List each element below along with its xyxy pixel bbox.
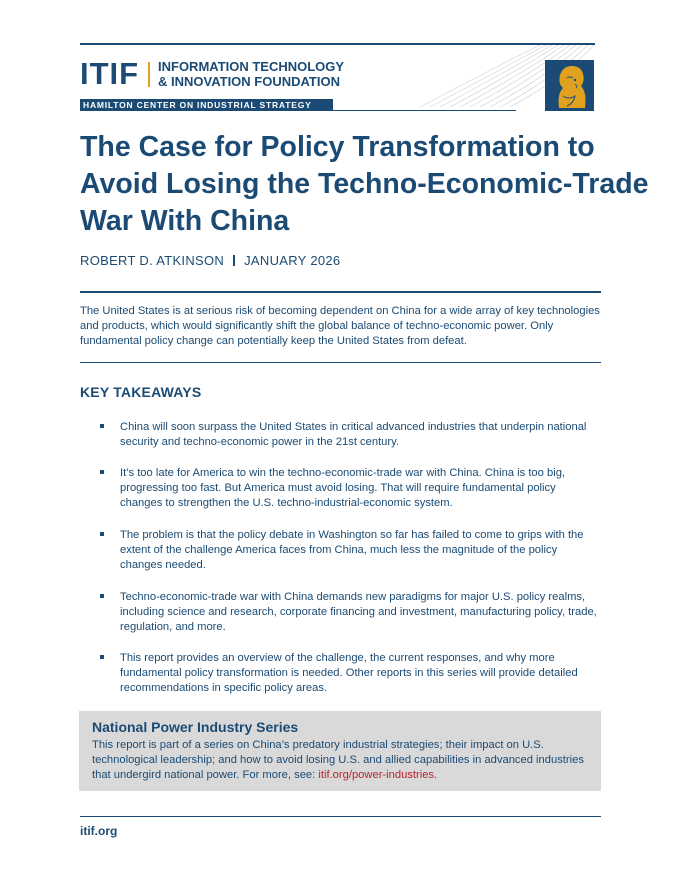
list-item: [100, 651, 600, 697]
center-banner: HAMILTON CENTER ON INDUSTRIAL STRATEGY: [80, 99, 333, 111]
footer-site-link[interactable]: itif.org: [80, 824, 118, 838]
takeaway-text: It’s too late for America to win the techno-economic-trade war with China. China is too big, progressing too fast. But America must avoid losing. That will require fundamental policy changes to strengthen the U.S. techno-industrial-economic system.: [120, 467, 566, 510]
org-name-line1: INFORMATION TECHNOLOGY: [158, 59, 345, 74]
series-title: National Power Industry Series: [92, 719, 299, 735]
abstract-bottom-rule: [80, 362, 601, 363]
title-line: Avoid Losing the Techno-Economic-Trade: [80, 168, 649, 200]
byline-separator: [233, 255, 235, 266]
banner-rule: [333, 110, 516, 111]
abstract-top-rule: [80, 291, 601, 293]
bullet-icon: [100, 470, 104, 474]
list-item: [100, 528, 600, 574]
list-item: [100, 590, 600, 636]
takeaway-text: China will soon surpass the United States in critical advanced industries that underpin national security and techno-economic power in the 21st century.: [120, 421, 587, 449]
takeaway-text: The problem is that the policy debate in Washington so far has failed to come to grips with the extent of the challenge America faces from China, much less the magnitude of the policy changes needed.: [120, 529, 584, 572]
logo-letters: ITIF: [80, 56, 140, 91]
list-item: [100, 420, 600, 450]
title-line: War With China: [80, 205, 290, 237]
abstract-text: The United States is at serious risk of becoming dependent on China for a wide array of key technologies and products, which would significantly shift the global balance of techno-economic power. Only fundamental policy change can potentially keep the United States from defeat.: [80, 305, 600, 348]
bullet-icon: [100, 655, 104, 659]
logo-divider: [148, 62, 150, 87]
takeaway-text: This report provides an overview of the challenge, the current responses, and why more fundamental policy transformation is needed. Other reports in this series will provide detailed recommendations in specific policy areas.: [120, 652, 578, 695]
report-title: [80, 129, 649, 240]
takeaway-text: Techno-economic-trade war with China demands new paradigms for major U.S. policy realms, including science and research, corporate financing and investment, manufacturing policy, trade, regulation, and more.: [120, 591, 597, 634]
list-item: [100, 466, 600, 512]
byline: [80, 253, 340, 268]
series-text: This report is part of a series on China’s predatory industrial strategies; their impact on U.S. technological leadership; and how to avoid losing U.S. and allied capabilities in advanced industries that undergird national power. For more, see:: [92, 739, 584, 781]
bullet-icon: [100, 594, 104, 598]
footer-rule: [80, 816, 601, 817]
series-description: [92, 738, 592, 783]
bullet-icon: [100, 424, 104, 428]
hamilton-portrait-icon: [545, 60, 594, 111]
title-line: The Case for Policy Transformation to: [80, 131, 595, 163]
series-callout: [79, 711, 601, 791]
bullet-icon: [100, 532, 104, 536]
author-name: ROBERT D. ATKINSON: [80, 253, 225, 268]
org-name-line2: & INNOVATION FOUNDATION: [158, 74, 340, 89]
series-link[interactable]: itif.org/power-industries.: [318, 769, 438, 781]
key-takeaways-heading: KEY TAKEAWAYS: [80, 384, 202, 400]
publication-date: JANUARY 2026: [244, 253, 341, 268]
